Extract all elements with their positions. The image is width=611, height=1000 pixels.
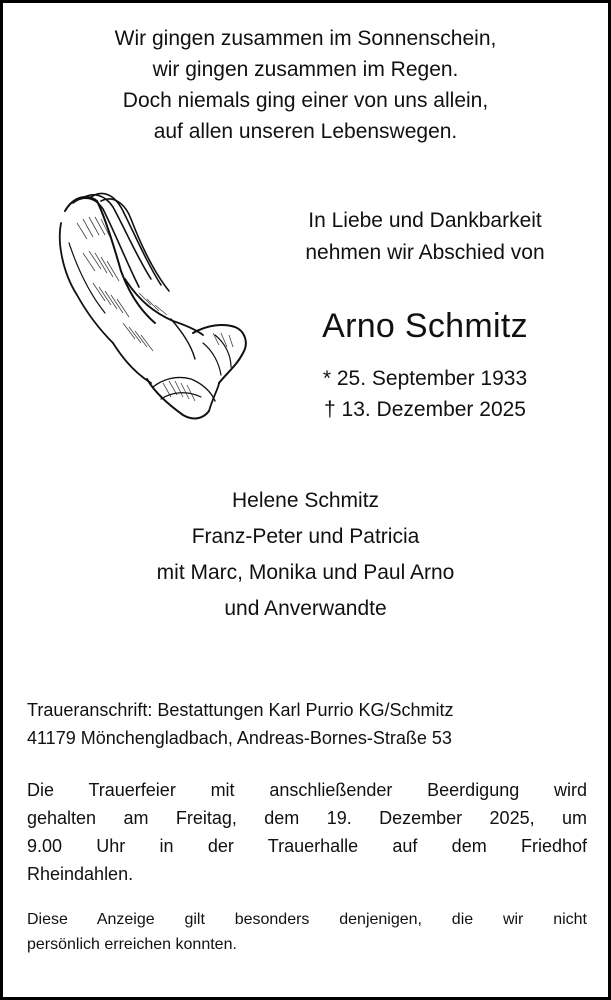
intro-text: [265, 205, 585, 269]
ceremony-info: [27, 776, 587, 888]
poem-line: Doch niemals ging einer von uns allein,: [122, 89, 489, 112]
poem-line: Wir gingen zusammen im Sonnenschein,: [114, 27, 497, 50]
note-line: Diese Anzeige gilt besonders denjenigen, die wir nicht: [27, 911, 587, 928]
intro-line: In Liebe und Dankbarkeit: [308, 209, 542, 232]
ceremony-line: Rheindahlen.: [27, 864, 134, 884]
poem-line: wir gingen zusammen im Regen.: [152, 58, 459, 81]
note-line: persönlich erreichen konnten.: [27, 936, 237, 953]
deceased-name: Arno Schmitz: [322, 307, 528, 345]
mourner-line: mit Marc, Monika und Paul Arno: [156, 561, 455, 584]
intro-line: nehmen wir Abschied von: [305, 241, 545, 264]
mourners-list: [3, 483, 608, 627]
birth-date: * 25. September 1933: [322, 367, 528, 390]
mourner-line: und Anverwandte: [224, 597, 387, 620]
mourning-address: [27, 696, 454, 752]
mourner-line: Helene Schmitz: [231, 489, 380, 512]
life-dates: [265, 363, 585, 425]
ceremony-line: 9.00 Uhr in der Trauerhalle auf dem Friedhof: [27, 836, 587, 856]
ceremony-line: Die Trauerfeier mit anschließender Beerdigung wird: [27, 780, 587, 800]
poem: [3, 23, 608, 147]
closing-note: [27, 907, 587, 957]
poem-line: auf allen unseren Lebenswegen.: [153, 120, 458, 143]
death-date: † 13. Dezember 2025: [324, 398, 526, 421]
address-line: Traueranschrift: Bestattungen Karl Purrio KG/Schmitz: [27, 700, 454, 720]
ceremony-line: gehalten am Freitag, dem 19. Dezember 2025, um: [27, 808, 587, 828]
praying-hands-icon: [43, 183, 253, 428]
mourner-line: Franz-Peter und Patricia: [191, 525, 420, 548]
address-line: 41179 Mönchengladbach, Andreas-Bornes-Straße 53: [27, 728, 452, 748]
